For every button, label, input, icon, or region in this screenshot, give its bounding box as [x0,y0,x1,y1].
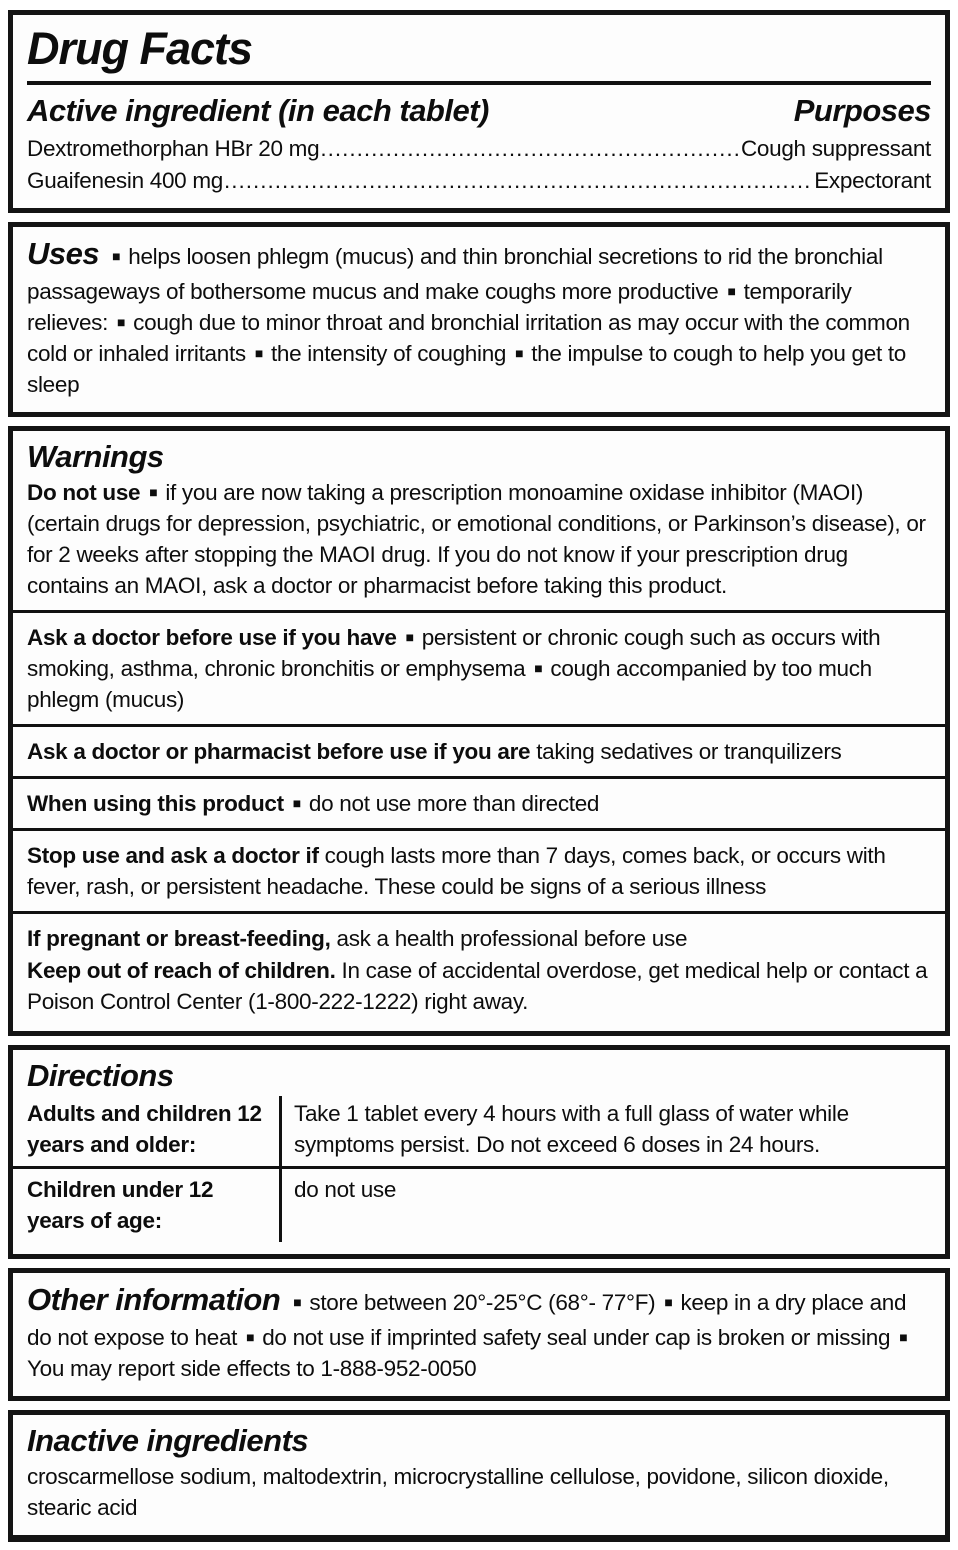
text-segment: do not use if imprinted safety seal under cap is broken or missing [262,1324,897,1350]
text-segment: taking sedatives or tranquilizers [536,739,842,765]
drug-facts-title: Drug Facts [27,23,253,74]
text-segment: When using this product [27,791,290,817]
warning-keep-out-of-reach [27,955,931,1017]
text-segment: the intensity of coughing [270,340,513,366]
directions-row-label: Children under 12 years of age: [13,1166,279,1242]
square-bullet-icon: ■ [149,483,158,500]
section-divider [13,724,945,727]
warnings-heading: Warnings [27,438,164,474]
square-bullet-icon: ■ [246,1328,255,1345]
section-divider [13,776,945,779]
active-ingredient-header-row [27,93,931,129]
inactive-ingredients-heading: Inactive ingredients [27,1422,309,1458]
warnings-section [8,426,950,1036]
text-segment: cough accompanied by too much phlegm (mucus) [27,656,872,713]
section-divider [13,610,945,613]
text-segment: cough due to minor throat and bronchial irritation as may occur with the common cold or inhaled irritants [27,309,910,366]
square-bullet-icon: ■ [515,344,524,361]
text-segment: cough lasts more than 7 days, comes back, or occurs with fever, rash, or persistent headache. These could be signs of a serious illness [27,843,886,900]
text-segment: keep in a dry place and do not expose to heat [27,1289,907,1350]
directions-heading: Directions [27,1057,174,1093]
text-segment: Keep out of reach of children. [27,957,342,983]
directions-row-label: Adults and children 12 years and older: [27,1100,262,1157]
section-divider [13,828,945,831]
other-information-heading: Other information [27,1281,281,1317]
other-information-paragraph [27,1279,931,1384]
ingredient-row [27,165,931,197]
text-segment: store between 20°-25°C (68°- 77°F) [309,1289,662,1315]
inactive-ingredients-text: croscarmellose sodium, maltodextrin, microcrystalline cellulose, povidone, silicon dioxide, stearic acid [27,1463,889,1520]
warning-ask-doctor [27,622,931,715]
leader-dots [224,165,813,197]
square-bullet-icon: ■ [112,248,121,264]
ingredient-row [27,133,931,165]
text-segment: if you are now taking a prescription monoamine oxidase inhibitor (MAOI) (certain drugs for depression, psychiatric, or emotional conditions, or Parkinson’s disease), or for 2 weeks after stopping the MAOI drug. If you do not know if your prescription drug contains an MAOI, ask a doctor or pharmacist before taking this product. [27,479,926,599]
text-segment: Ask a doctor before use if you have [27,625,403,651]
text-segment: temporarily relieves: [27,278,852,335]
purposes-heading: Purposes [793,93,931,128]
uses-text [27,244,910,397]
square-bullet-icon: ■ [727,282,736,299]
square-bullet-icon: ■ [117,313,126,330]
directions-row-value: do not use [279,1166,945,1242]
active-ingredient-heading: Active ingredient (in each tablet) [27,93,489,128]
text-segment: persistent or chronic cough such as occurs with smoking, asthma, chronic bronchitis or emphysema [27,625,881,682]
title-rule [27,81,931,85]
square-bullet-icon: ■ [899,1328,908,1345]
text-segment: Do not use [27,479,147,505]
text-segment: You may report side effects to 1-888-952-0050 [27,1355,477,1381]
text-segment: In case of accidental overdose, get medical help or contact a Poison Control Center (1-800-222-1222) right away. [27,957,928,1014]
warning-pregnant [27,923,931,954]
ingredient-purpose: Expectorant [814,167,931,193]
warning-stop-use [27,840,931,902]
directions-table [13,1096,945,1242]
text-segment: ask a health professional before use [336,926,688,952]
header-section [8,10,950,213]
warning-ask-doctor-pharmacist [27,736,931,767]
inactive-ingredients-section [8,1410,950,1542]
ingredient-name: Guaifenesin 400 mg [27,167,223,193]
square-bullet-icon: ■ [254,344,263,361]
square-bullet-icon: ■ [292,795,301,812]
text-segment: Stop use and ask a doctor if [27,843,325,869]
uses-heading: Uses [27,236,100,271]
uses-section [8,222,950,417]
square-bullet-icon: ■ [534,660,543,677]
other-information-section [8,1268,950,1401]
square-bullet-icon: ■ [405,629,414,646]
warning-do-not-use [27,477,931,601]
text-segment: helps loosen phlegm (mucus) and thin bronchial secretions to rid the bronchial passageways of bothersome mucus and make coughs more productive [27,244,883,304]
uses-paragraph [27,233,931,400]
square-bullet-icon: ■ [293,1293,302,1310]
directions-row-value: Take 1 tablet every 4 hours with a full glass of water while symptoms persist. Do not exceed 6 doses in 24 hours. [279,1096,945,1166]
text-segment: Ask a doctor or pharmacist before use if you are [27,739,537,765]
section-divider [13,911,945,914]
square-bullet-icon: ■ [664,1293,673,1310]
text-segment: do not use more than directed [308,791,600,817]
leader-dots [320,133,740,165]
text-segment: the impulse to cough to help you get to sleep [27,340,907,397]
warning-when-using [27,788,931,819]
directions-section [8,1045,950,1259]
ingredient-purpose: Cough suppressant [740,136,931,161]
text-segment: If pregnant or breast-feeding, [27,926,337,952]
ingredient-name: Dextromethorphan HBr 20 mg [27,136,320,161]
